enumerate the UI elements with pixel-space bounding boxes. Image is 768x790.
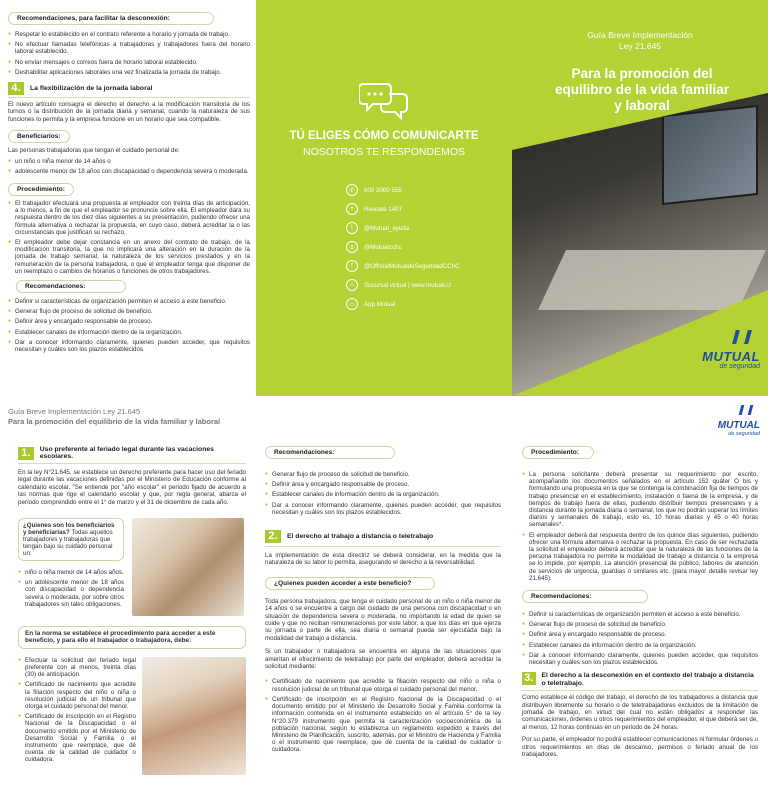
- section-2-text: La implementación de esta directriz se deberá considerar, en la medida que la naturaleza de su labor lo permita, asegurando el derecho a la reversabilidad.: [265, 552, 501, 567]
- list-item-text: ● El empleador debe dejar constancia en un anexo del contrato de trabajo, de la modificación transitoria, la que no implicará una alteración en la duración de la jornada de trabajo semanal, la naturaleza de los servicios prestados y en la remuneración de la persona trabajadora, o que el empleador tenga que disponer de un reemplazo o cambios de horarios o funciones de otros trabajadores.: [15, 239, 250, 275]
- cover-logo: [680, 330, 760, 370]
- list-item-text: ● Definir si características de organización permiten el acceso a este beneficio.: [15, 298, 227, 306]
- list-item: [265, 481, 501, 488]
- who-text-2: Si un trabajador o trabajadora se encuentra en alguna de las situaciones que ameritan el ofrecimiento de teletrabajo por parte del empleador, deberá acreditar la solicitud mediante:: [265, 648, 501, 671]
- list-item: [522, 471, 758, 529]
- bottom-left-column: [18, 446, 246, 775]
- contact-list: [346, 184, 506, 317]
- contact-item[interactable]: [346, 203, 506, 215]
- list-item: [18, 657, 136, 679]
- bottom-right-column: [522, 446, 758, 759]
- contact-text: App Mutual: [364, 300, 396, 308]
- mutual-logo-icon: [739, 405, 754, 415]
- who-title: ¿Quienes son los beneficiarios y beneficiarias?: [23, 522, 115, 537]
- section-1-text: En la ley N°21.645, se establece un derecho preferente para hacer uso del feriado legal durante las vacaciones definidas por el Ministerio de Educación conforme al calendario escolar. "Se entiende por "año escolar" el periodo fijado de acuerdo a las normas que rige el calendario escolar y que, por regla general, abarca el período comprendido entre el 1° de marzo y el 31 de diciembre de cada año.: [18, 469, 246, 506]
- list-item: [8, 200, 250, 236]
- bottom-middle-column: [265, 446, 501, 757]
- list-item: [8, 168, 250, 175]
- cover-guide-line2: Ley 21.645: [618, 41, 662, 51]
- beneficiarios-list: [8, 158, 250, 175]
- bottom-title: Para la promoción del equilibrio de la vida familiar y laboral: [8, 417, 221, 426]
- cover-panel: [512, 0, 768, 396]
- list-item-text: ● Certificado de inscripción en el Registro Nacional de la Discapacidad o el documento emitido por el Ministerio de Desarrollo Social y Familia o el instrumento que reemplace, que dé cuenta de la calidad de cuidador o cuidadora.: [25, 713, 136, 764]
- list-item: [8, 69, 250, 76]
- contact-item[interactable]: [346, 298, 506, 310]
- contact-text: Sucursal virtual | www.mutual.cl: [364, 281, 451, 289]
- section-3-text-2: Por su parte, el empleador no podrá establecer comunicaciones ni formular órdenes u otros requerimientos en días de descanso, permisos o feriado anual de los trabajadores.: [522, 736, 758, 759]
- app-icon: ▭: [346, 298, 358, 310]
- list-item-text: ● Definir área y encargado responsable de proceso.: [15, 318, 153, 326]
- section-2-title: El derecho al trabajo a distancia o teletrabajo: [287, 533, 434, 541]
- norm-block: [18, 657, 246, 775]
- rec-title: Recomendaciones:: [265, 446, 395, 459]
- contact-text: @OfficialMutualdeSeguridadCChC: [364, 262, 460, 270]
- contact-item[interactable]: [346, 279, 506, 291]
- web-icon: ⌂: [346, 279, 358, 291]
- who-text-1: Toda persona trabajadora, que tenga el cuidado personal de un niño o niña menor de 14 años o se encuentre a cargo del cuidado de una persona con discapacidad o en situación de dependencia severa o moderada, no importando la edad de quien se cuide y que no reciban remuneraciones por este labor, a que los días en que ejerza su jornada o parte de ella, sea diaria o semanal pueda ser ejecutada bajo la modalidad del trabajo a distancia.: [265, 597, 501, 642]
- list-item: [522, 611, 758, 618]
- section-4-header: [8, 82, 250, 95]
- divider: [8, 97, 250, 98]
- mutual-logo-icon: [732, 330, 752, 344]
- proc-title: Procedimiento:: [522, 446, 594, 459]
- contact-text: Rescate 1407: [364, 205, 403, 213]
- list-item-text: ● Establecer canales de información dentro de la organización.: [15, 328, 183, 336]
- list-item-text: ● Generar flujo de proceso de solicitud de beneficio.: [272, 471, 410, 478]
- divider: [265, 546, 501, 547]
- list-item: [522, 642, 758, 649]
- contact-item[interactable]: [346, 260, 506, 272]
- family-photo-1: [132, 518, 244, 616]
- list-item-text: ● Efectuar la solicitud del feriado legal preferente con al menos, treinta días (30) de anticipación.: [25, 656, 136, 679]
- list-item-text: ● Establecer canales de información dentro de la organización.: [272, 491, 440, 499]
- logo-sub: de seguridad: [728, 431, 760, 437]
- rec-list: [265, 471, 501, 516]
- list-item-text: ● El empleador deberá dar respuesta dentro de los quince días siguientes, pudiendo ofrecer una fórmula alternativa o rechazar la propuesta. En caso de ser rechazada la solicitud el empleador deberá acreditar que la naturaleza de las funciones de la persona trabajadora no permite la modalidad de trabajo a distancia o la empresa se lo impide, por ejemplo. La atención presencial de público, labores de atención de servicios de urgencia, guardias o similares etc. (para mayor detalle revisar ley 21.645).: [529, 531, 758, 582]
- list-item-text: ● Respetar lo establecido en el contrato referente a horario y jornada de trabajo.: [15, 31, 230, 38]
- laptop-screen: [662, 105, 758, 205]
- proc-list: [522, 471, 758, 582]
- section-4-title: La flexibilización de la jornada laboral: [30, 85, 153, 93]
- list-item-text: ● No efectuar llamadas telefónicas a trabajadoras y trabajadores fuera del horario laboral establecido.: [15, 41, 250, 56]
- logo-main: MUTUAL: [702, 349, 760, 364]
- recomendaciones-title: Recomendaciones:: [16, 280, 126, 293]
- list-item: [265, 696, 501, 754]
- list-item-text: ● Definir si características de organización permiten el acceso a este beneficio.: [529, 611, 741, 619]
- list-item-text: ● niño o niña menor de 14 años años.: [25, 569, 124, 577]
- list-item: [8, 329, 250, 336]
- norm-list: [18, 657, 136, 775]
- list-item: [522, 532, 758, 582]
- list-item: [8, 339, 250, 353]
- recomendaciones-list: [8, 298, 250, 353]
- list-item-text: ● Deshabilitar aplicaciones laborales una vez finalizada la jornada de trabajo.: [15, 68, 222, 76]
- logo-main: MUTUAL: [717, 420, 760, 431]
- list-item-text: ● Certificado de nacimiento que acredite la filiación respecto del niño o niña o resolución judicial de un tribunal que otorga el cuidado personal del menor.: [272, 678, 501, 693]
- list-item: [522, 621, 758, 628]
- section-3-text-1: Como establece el código del trabajo, el derecho de los trabajadores a distancia que distribuyen libremente su horario o de teletrabajadores excluidos de la limitación de jornada de trabajo, en virtud del cual no están obligados a responder las comunicaciones, órdenes u otros requerimientos del empleador, el que deberá ser de, al menos, 12 horas continuas en un periodo de 24 horas.: [522, 694, 758, 731]
- list-item: [265, 502, 501, 516]
- panel-title: TÚ ELIGES CÓMO COMUNICARTE: [289, 130, 479, 142]
- list-item: [8, 318, 250, 325]
- chat-bubbles-icon: [359, 78, 411, 120]
- beneficiarios-intro: Las personas trabajadoras que tengan el cuidado personal de:: [8, 147, 180, 155]
- list-item: [18, 569, 124, 576]
- section-3-title: El derecho a la desconexión en el contexto del trabajo a distancia o teletrabajo.: [541, 672, 754, 688]
- top-left-column: [8, 12, 250, 356]
- list-item-text: ● Dar a conocer informando claramente, quienes pueden acceder, que requisitos necesitan y cuáles son los plazos establecidos.: [15, 338, 250, 354]
- list-item: [18, 713, 136, 763]
- list-item-text: ● Definir área y encargado responsable de proceso.: [272, 481, 410, 489]
- procedimiento-list: [8, 200, 250, 275]
- list-item-text: ● No enviar mensajes o correos fuera de horario laboral establecido.: [15, 58, 198, 66]
- section-2-header: [265, 530, 501, 543]
- list-item: [522, 631, 758, 638]
- list-item-text: ● Certificado de inscripción en el Registro Nacional de la Discapacidad o el documento emitido por el Ministerio de Desarrollo Social y Familia conforme la información contenida en el instrumento establecido en el artículo 5° de la ley N°20.379 instrumento que permita la caracterización socioeconómica de la población nacional, según lo establezca un reglamento expedido a través del Ministerio de Planificación, suscrito, además, por el Ministro de Hacienda y Familia o el instrumento que reemplace, que dé cuenta de la calidad de cuidador o cuidadora.: [272, 695, 501, 754]
- bottom-guide: Guía Breve Implementación Ley 21.645: [8, 407, 141, 416]
- who-title: ¿Quienes pueden acceder a este beneficio?: [265, 577, 435, 590]
- list-item: [18, 681, 136, 710]
- who-box: [18, 518, 124, 561]
- logo-sub: de seguridad: [719, 363, 760, 370]
- bottom-logo: [680, 402, 760, 437]
- list-item-text: ● Definir área y encargado responsable de proceso.: [529, 631, 667, 639]
- family-photo-2: [142, 657, 246, 775]
- list-item-text: ● un niño o niña menor de 14 años o: [15, 157, 111, 165]
- who-block: [18, 518, 246, 616]
- list-item: [8, 158, 250, 165]
- list-item-text: ● El trabajador efectuará una propuesta al empleador con treinta días de anticipación, a lo menos, a fin de que el empleador se pronuncie sobre ella. El empleador dará su respuesta dentro de los diez días siguientes a su presentación, pudiendo ofrecer una fórmula alternativa o rechazar la propuesta, en cuyo caso, deberá acreditar la o las circunstancias que justifican su rechazo.: [15, 200, 250, 236]
- list-item-text: ● Dar a conocer informando claramente, quienes pueden acceder, que requisitos necesitan y cuáles son los plazos establecidos.: [272, 501, 501, 516]
- procedimiento-title: Procedimiento:: [8, 183, 74, 196]
- who-text: Todas aquellos trabajadores y trabajadoras que tengan bajo su cuidado personal un:: [23, 529, 113, 558]
- section-4-text: El nuevo artículo consagra el derecho el derecho a la modificación transitoria de los turnos o la distribución de la jornada diaria y semanal, cuando la naturaleza de sus funciones lo permita y la empresa funcione en un horario que sea compatible.: [8, 101, 250, 123]
- list-item: [265, 491, 501, 498]
- list-item: [8, 59, 250, 66]
- list-item: [8, 308, 250, 315]
- panel-subtitle: NOSOTROS TE RESPONDEMOS: [303, 146, 465, 158]
- list-item: [8, 31, 250, 38]
- list-item: [18, 579, 124, 608]
- laptop-keyboard: [538, 250, 766, 310]
- facebook-icon: f: [346, 260, 358, 272]
- list-item: [265, 471, 501, 478]
- list-item: [8, 298, 250, 305]
- contact-text: @Mutual_ayuda: [364, 224, 410, 232]
- list-item: [265, 678, 501, 692]
- list-item: [8, 239, 250, 275]
- who-text-block: [18, 518, 124, 616]
- rec-list: [522, 611, 758, 666]
- contact-text: @Mutualcchc: [364, 243, 402, 251]
- rec-desconexion-list: [8, 31, 250, 76]
- list-item-text: ● Generar flujo de proceso de solicitud de beneficio.: [15, 308, 153, 316]
- who-list: [265, 678, 501, 753]
- cover-guide-line1: Guía Breve Implementación: [587, 30, 693, 40]
- section-number: 1.: [18, 447, 34, 460]
- list-item-text: ● La persona solicitante deberá presentar su requerimiento por escrito, acompañando los documentos señalados en el artículo 152 quáter O bis y formulando una propuesta en la que se contenga la combinación fija de tiempos de trabajo presencial en el establecimiento, instalación o faena de la empresa, y de tiempos de trabajo fuera de ellas, pudiendo distribuir tiempos presenciales y a distancia durante la jornada diaria o semanal, los que no podrán superar los límites diarios y semanales de trabajo, esto es, 10 horas diarias y 45 o 40 horas semanales*.: [529, 471, 758, 529]
- cover-title: Para la promoción del equilibro de la vida familiar y laboral: [554, 66, 730, 113]
- rec-title: Recomendaciones:: [522, 590, 648, 603]
- section-number: 2.: [265, 530, 281, 543]
- section-1-header: [18, 446, 246, 460]
- rec-desconexion-title: Recomendaciones, para facilitar la desconexión:: [8, 12, 214, 25]
- list-item-text: ● Certificado de nacimiento que acredite la filiación respecto del niño o niña o resolución judicial de un tribunal que otorga el cuidado personal del menor.: [25, 681, 136, 711]
- who-list: [18, 569, 124, 608]
- divider: [18, 463, 246, 464]
- section-number: 3.: [522, 672, 536, 685]
- section-1-title: Uso preferente al feriado legal durante las vacaciones escolares.: [39, 446, 214, 460]
- contact-panel: [256, 0, 512, 396]
- divider: [522, 690, 758, 691]
- bottom-header: [0, 400, 768, 437]
- list-item: [8, 41, 250, 55]
- instagram-icon: ◎: [346, 241, 358, 253]
- beneficiarios-title: Beneficiarios:: [8, 130, 70, 143]
- list-item-text: ● Establecer canales de información dentro de la organización.: [529, 641, 697, 649]
- list-item-text: ● un adolescente menor de 18 años con discapacidad o dependencia severa o moderada, por sobre otros trabajadores sin tales obligaciones.: [25, 579, 124, 608]
- contact-item[interactable]: [346, 241, 506, 253]
- plus-icon: +: [346, 203, 358, 215]
- list-item-text: ● Generar flujo de proceso de solicitud de beneficio.: [529, 621, 667, 629]
- section-number: 4.: [8, 82, 24, 95]
- contact-item[interactable]: [346, 184, 506, 196]
- contact-text: 600 2000 555: [364, 186, 402, 194]
- twitter-icon: t: [346, 222, 358, 234]
- contact-item[interactable]: [346, 222, 506, 234]
- norm-box: En la norma se establece el procedimiento para acceder a este beneficio, y para ello el trabajador o trabajadora, debe:: [18, 626, 246, 649]
- section-3-header: [522, 672, 758, 688]
- list-item-text: ● adolescente menor de 18 años con discapacidad o dependencia severa o moderada.: [15, 167, 249, 175]
- phone-icon: ✆: [346, 184, 358, 196]
- list-item: [522, 652, 758, 666]
- list-item-text: ● Dar a conocer informando claramente, quienes pueden acceder, que requisitos necesitan y cuáles son los plazos establecidos.: [529, 651, 758, 667]
